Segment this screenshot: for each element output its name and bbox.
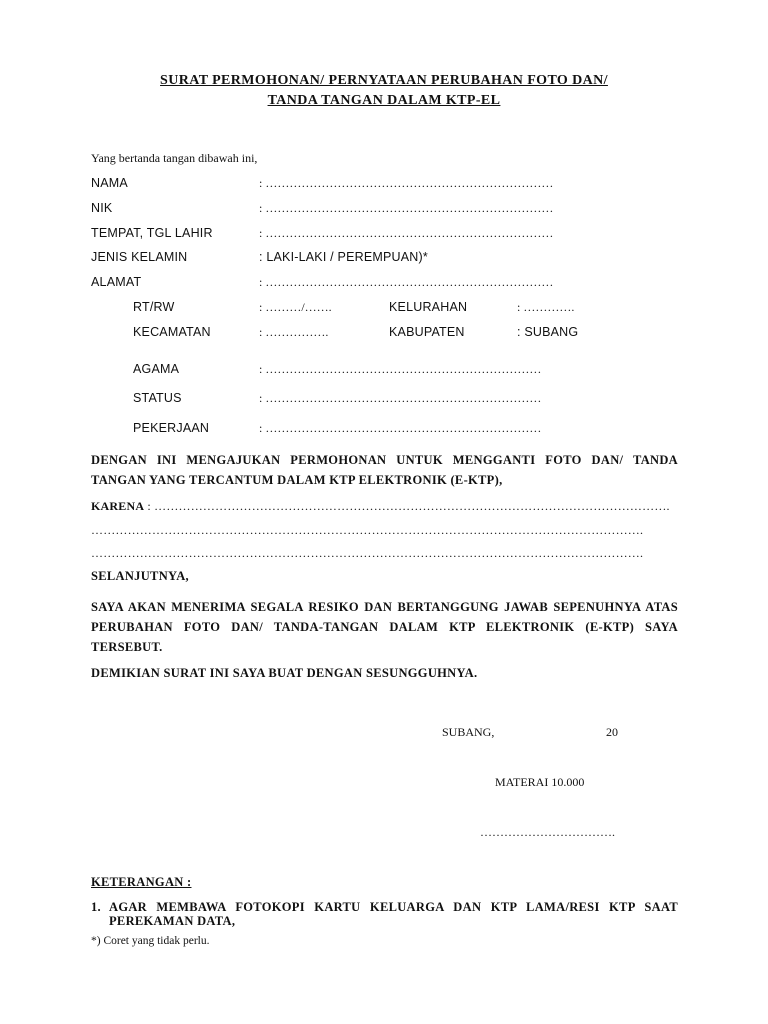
kabupaten-label: KABUPATEN xyxy=(389,325,465,339)
keterangan-heading: KETERANGAN : xyxy=(91,875,192,889)
kelurahan-label: KELURAHAN xyxy=(389,300,468,314)
agama-value: : …………………………………………………………… xyxy=(259,362,542,376)
closing-text: DEMIKIAN SURAT INI SAYA BUAT DENGAN SESUNGGUHNYA. xyxy=(91,666,478,680)
jenis-kelamin-value: : LAKI-LAKI / PEREMPUAN)* xyxy=(259,250,428,264)
document-title-line2: TANDA TANGAN DALAM KTP-EL xyxy=(267,93,501,108)
agama-label: AGAMA xyxy=(133,362,180,376)
status-label: STATUS xyxy=(133,391,182,405)
selanjutnya-text: SELANJUTNYA, xyxy=(91,569,189,583)
signature-place: SUBANG, xyxy=(442,725,495,739)
pekerjaan-value: : …………………………………………………………… xyxy=(259,421,542,435)
ttl-label: TEMPAT, TGL LAHIR xyxy=(91,226,213,240)
karena-line-2: ………………………………………………………………………………………………………………………. xyxy=(91,523,644,537)
karena-label: KARENA xyxy=(91,499,145,513)
kelurahan-value: : …………. xyxy=(517,300,575,314)
footnote-text: *) Coret yang tidak perlu. xyxy=(91,935,210,947)
karena-line-3: ………………………………………………………………………………………………………………………. xyxy=(91,546,644,560)
signature-name-line: ……………………………. xyxy=(480,825,615,839)
statement-paragraph: SAYA AKAN MENERIMA SEGALA RESIKO DAN BERTANGGUNG JAWAB SEPENUHNYA ATAS PERUBAHAN FOTO DAN/ TANDA-TANGAN DALAM KTP ELEKTRONIK (E-KTP) SAYA TERSEBUT. xyxy=(91,600,678,654)
karena-dots-1: : ………………………………………………………………………………………………………………. xyxy=(144,499,670,513)
document-title-line1: SURAT PERMOHONAN/ PERNYATAAN PERUBAHAN FOTO DAN/ xyxy=(160,73,608,88)
nama-value: : ……………………………………………………………… xyxy=(259,176,554,190)
alamat-label: ALAMAT xyxy=(91,275,142,289)
kecamatan-value: : ……………. xyxy=(259,325,329,339)
keterangan-item-1 xyxy=(91,900,678,928)
intro-text: Yang bertanda tangan dibawah ini, xyxy=(91,151,258,165)
keterangan-item-1-number: 1. xyxy=(91,900,101,914)
karena-line-1 xyxy=(91,499,675,514)
nama-label: NAMA xyxy=(91,176,128,190)
pekerjaan-label: PEKERJAAN xyxy=(133,421,210,435)
alamat-value: : ……………………………………………………………… xyxy=(259,275,554,289)
kabupaten-value: : SUBANG xyxy=(517,325,579,339)
kecamatan-label: KECAMATAN xyxy=(133,325,211,339)
keterangan-item-1-text: AGAR MEMBAWA FOTOKOPI KARTU KELUARGA DAN KTP LAMA/RESI KTP SAAT PEREKAMAN DATA, xyxy=(109,900,678,928)
nik-label: NIK xyxy=(91,201,113,215)
ttl-value: : ……………………………………………………………… xyxy=(259,226,554,240)
signature-year: 20 xyxy=(606,725,618,739)
status-value: : …………………………………………………………… xyxy=(259,391,542,405)
jenis-kelamin-label: JENIS KELAMIN xyxy=(91,250,188,264)
rtrw-label: RT/RW xyxy=(133,300,175,314)
rtrw-value: : ………/……. xyxy=(259,300,332,314)
nik-value: : ……………………………………………………………… xyxy=(259,201,554,215)
request-paragraph: DENGAN INI MENGAJUKAN PERMOHONAN UNTUK MENGGANTI FOTO DAN/ TANDA TANGAN YANG TERCANTUM DALAM KTP ELEKTRONIK (E-KTP), xyxy=(91,453,678,487)
materai-label: MATERAI 10.000 xyxy=(495,775,585,789)
